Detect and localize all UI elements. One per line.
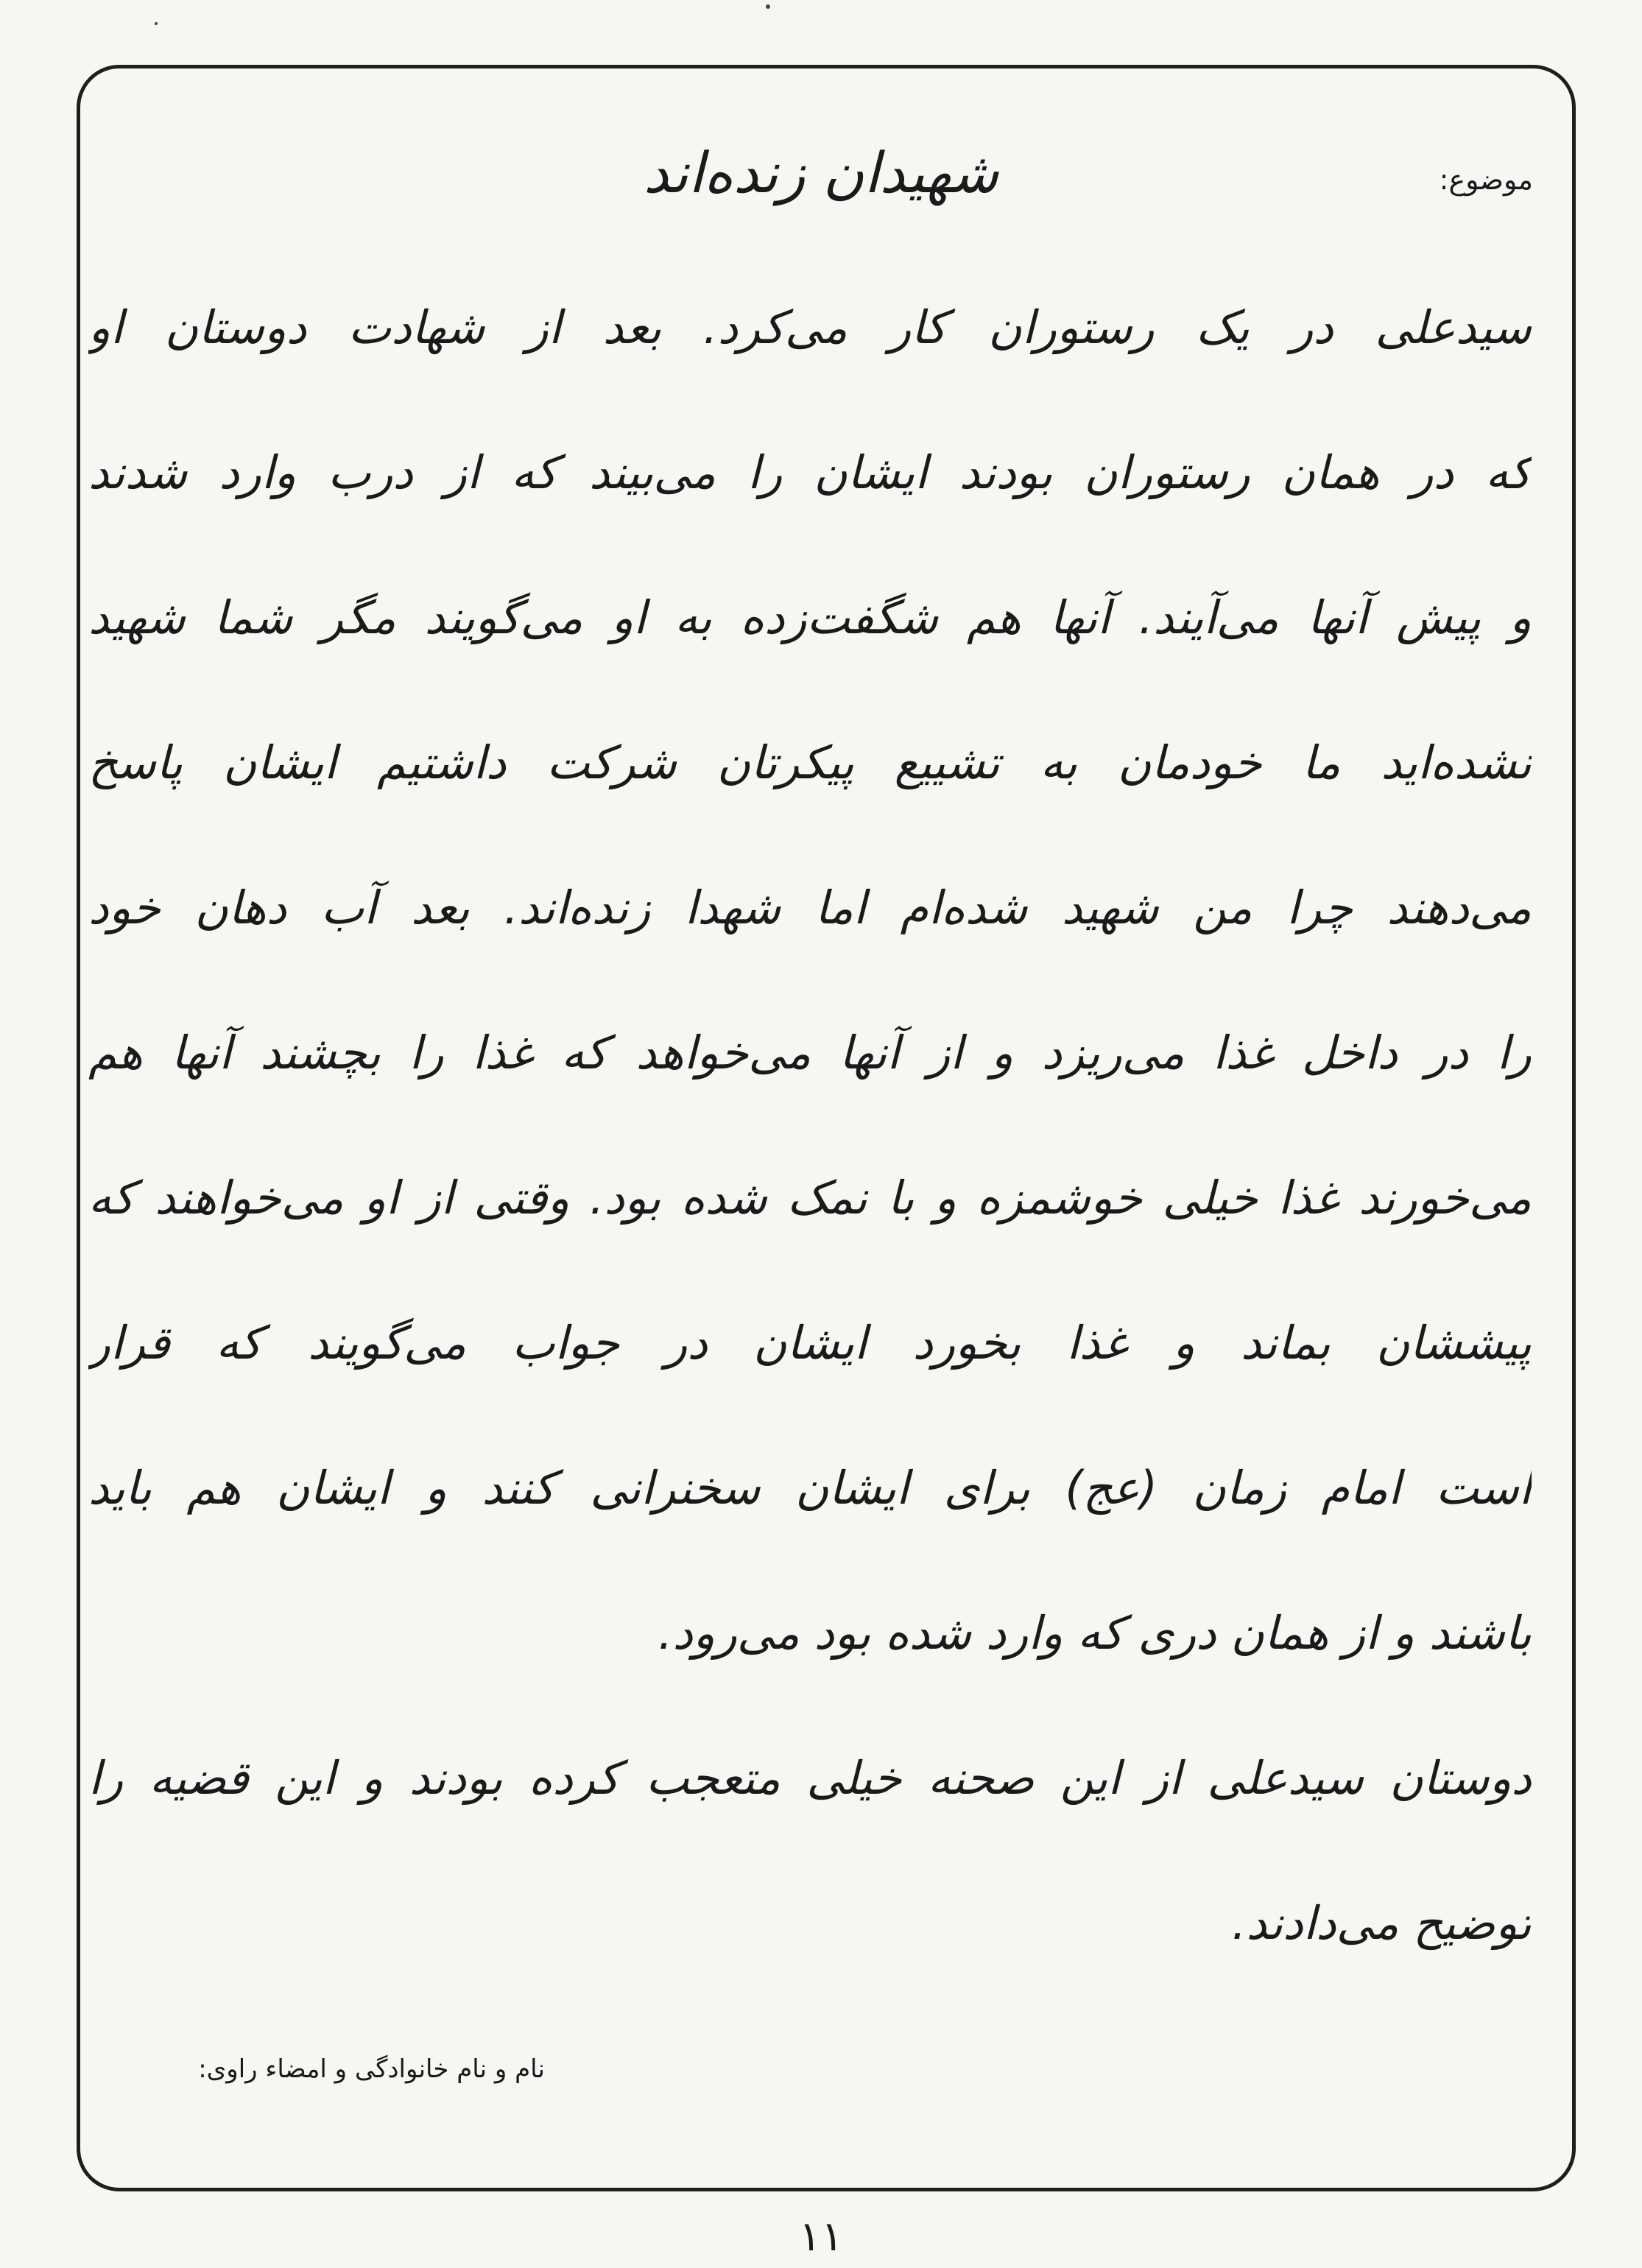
story-line: باشند و از همان دری که وارد شده بود می‌رود. (658, 1606, 1532, 1660)
scan-dot (766, 4, 770, 9)
story-line: و پیش آنها می‌آیند. آنها هم شگفت‌زده به او می‌گویند مگر شما شهید (88, 591, 1532, 644)
story-line: دوستان سیدعلی از این صحنه خیلی متعجب کرده بودند و این قضیه را (88, 1751, 1532, 1805)
story-line: سیدعلی در یک رستوران کار می‌کرد. بعد از شهادت دوستان او (88, 300, 1532, 354)
story-line: می‌خورند غذا خیلی خوشمزه و با نمک شده بود. وقتی از او می‌خواهند که (88, 1171, 1532, 1225)
story-line: است امام زمان (عج) برای ایشان سخنرانی کنند و ایشان هم باید (88, 1461, 1532, 1515)
page-number: ۱۱ (798, 2213, 844, 2261)
story-body (88, 272, 1532, 2013)
story-line: توضیح می‌دادند. (1231, 1896, 1532, 1950)
story-line: را در داخل غذا می‌ریزد و از آنها می‌خواهد که غذا را بچشند آنها هم (88, 1026, 1532, 1080)
narrator-signature-label: نام و نام خانوادگی و امضاء راوی: (198, 2054, 545, 2084)
story-line: نشده‌اید ما خودمان به تشییع پیکرتان شرکت داشتیم ایشان پاسخ (88, 736, 1532, 789)
story-line: پیششان بماند و غذا بخورد ایشان در جواب می‌گویند که قرار (88, 1316, 1532, 1370)
subject-label: موضوع: (1439, 163, 1533, 196)
scan-dot (155, 22, 158, 25)
page-title: شهیدان زنده‌اند (643, 140, 999, 205)
story-line: که در همان رستوران بودند ایشان را می‌بیند که از درب وارد شدند (88, 446, 1532, 499)
story-line: می‌دهند چرا من شهید شده‌ام اما شهدا زنده‌اند. بعد آب دهان خود (88, 881, 1532, 934)
